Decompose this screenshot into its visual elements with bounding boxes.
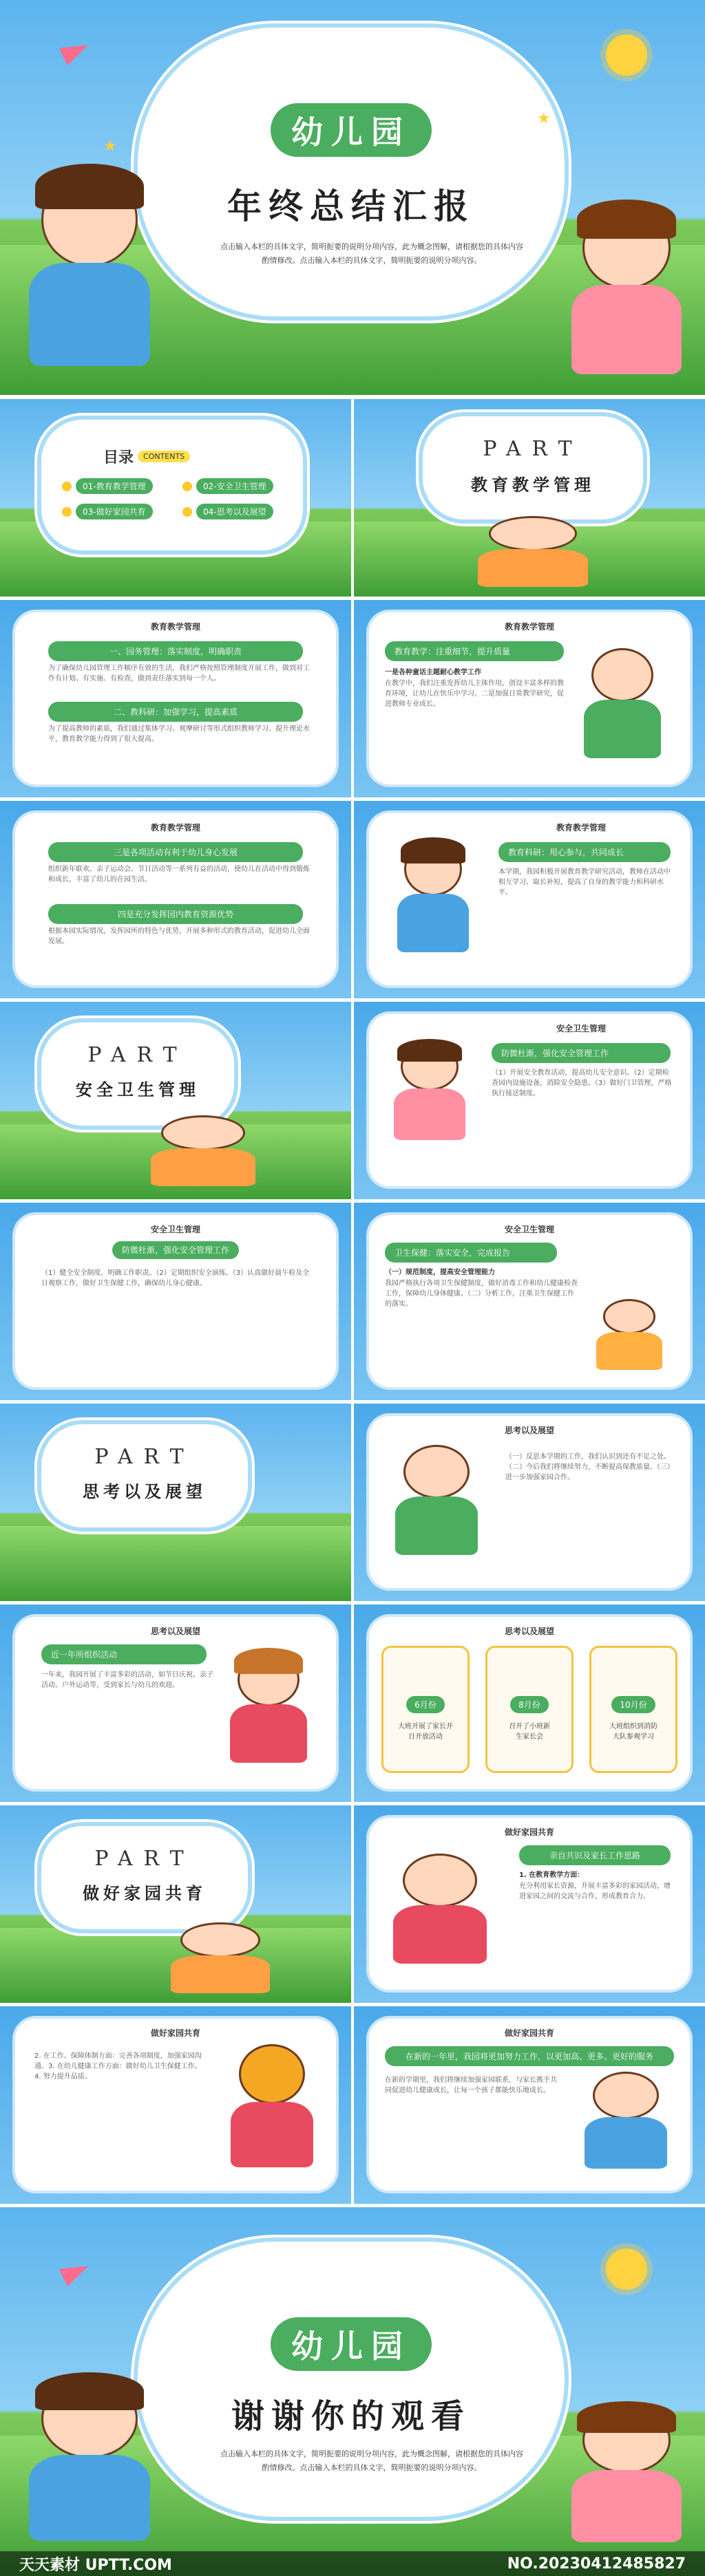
contents-badge: CONTENTS: [138, 451, 190, 462]
sun-dot-icon: [182, 507, 192, 517]
family-illustration: [574, 2072, 677, 2175]
part-cloud: [41, 1022, 234, 1126]
title-cloud: [138, 28, 565, 316]
slide-19: [354, 2006, 705, 2204]
month-line: 大班组织到消防: [609, 1723, 657, 1730]
title-text: 幼儿园: [271, 2317, 432, 2371]
month-card: [485, 1646, 574, 1773]
slide-18: [0, 2006, 351, 2204]
month-line: 召开了小班新: [509, 1723, 550, 1730]
section-bar: 二、教科研：加强学习，提高素质: [48, 702, 303, 722]
content-card: [15, 612, 336, 784]
watermark-left: 天天素材 UPTT.COM: [19, 2556, 172, 2574]
part-title: 教育教学管理: [471, 475, 595, 495]
ending-title: [241, 2317, 461, 2371]
slide-9: [354, 1002, 705, 1199]
kids-group-illustration: [464, 516, 602, 592]
section-text: 为了确保幼儿园管理工作顺序有效的生活，我们严格按照管理制度开展工作，做到对工作有计划、有实施、有检查，做到责任落实到每一个人。: [48, 665, 310, 683]
sun-dot-icon: [62, 482, 72, 491]
part-label: PART: [87, 1043, 188, 1067]
section-bar: 三是各项活动有利于幼儿身心发展: [48, 842, 303, 862]
toc-title-row: [103, 446, 190, 467]
month-card: [589, 1646, 677, 1773]
section-text: 组织新年联欢、亲子运动会、节日活动等一系列有益的活动，使幼儿在活动中得到锻炼和成长，丰富了幼儿的在园生活。: [48, 866, 310, 883]
section-bar: 防微杜渐，强化安全管理工作: [492, 1043, 671, 1063]
section-bar: 教育科研：用心参与，共同成长: [498, 842, 671, 862]
paper-plane-icon: [59, 2257, 92, 2286]
section-sub: 1. 在教育教学方面：: [519, 1871, 585, 1879]
slide-11: [354, 1203, 705, 1400]
section-text: 在教学中，我们注重发挥幼儿主体作用，创设丰富多样的教育环境，让幼儿在快乐中学习。二是加强日常教学研究，促进教师专业成长。: [385, 680, 564, 708]
slide-header: 安全卫生管理: [556, 1024, 606, 1033]
slide-14: [0, 1604, 351, 1802]
title-text: 幼儿园: [271, 103, 432, 157]
slide-10: [0, 1203, 351, 1400]
ending-slide: [0, 2207, 705, 2576]
section-bar: 亲自共识及家长工作思路: [519, 1845, 671, 1865]
part3-slide: [0, 1404, 351, 1601]
part2-slide: [0, 1002, 351, 1199]
section-text: （1）健全安全制度，明确工作职责。（2）定期组织安全演练。（3）认真做好晨午检及全日观察工作，做好卫生保健工作，确保幼儿身心健康。: [41, 1269, 310, 1287]
section-bar: 在新的一年里，我园将更加努力工作，以更加高、更多、更好的服务: [385, 2046, 674, 2066]
section-bar-wrap: [15, 1243, 336, 1256]
boy-football-illustration: [388, 842, 478, 959]
section-bar: 近一年所组织活动: [41, 1644, 207, 1664]
part-cloud: [423, 416, 643, 519]
slide-15: [354, 1604, 705, 1802]
slide-header: 安全卫生管理: [504, 1225, 554, 1234]
section-text: 为了提高教师的素质，我们通过集体学习、观摩研讨等形式组织教师学习、提升理论水平，教育教学能力得到了很大提高。: [48, 725, 310, 743]
sun-dot-icon: [182, 482, 192, 491]
girl-illustration: [558, 206, 695, 385]
girl-illustration: [558, 2407, 695, 2551]
slide-header: 做好家园共育: [504, 1827, 554, 1837]
part-label: PART: [483, 437, 583, 461]
sun-dot-icon: [62, 507, 72, 517]
section-bar: 教育教学：注重细节，提升质量: [385, 641, 564, 661]
slide-header: 做好家园共育: [150, 2028, 200, 2038]
section-bar: 四是充分发挥园内教育资源优势: [48, 904, 303, 924]
kids-illustration: [574, 648, 671, 765]
watermark-right: NO.20230412485827: [507, 2555, 686, 2573]
slide-6: [0, 801, 351, 998]
cover-slide: [0, 0, 705, 395]
girl-reading-illustration: [385, 1043, 474, 1146]
ending-desc-2: 酌情修改。点击输入本栏的具体文字，简明扼要的说明分项内容。: [262, 2463, 482, 2472]
part-cloud: [41, 1826, 248, 1929]
toc-item-4[interactable]: 04-思考以及展望: [182, 504, 296, 519]
kids-group-illustration: [158, 1922, 282, 1998]
month-line: 大班开展了家长开: [398, 1723, 453, 1730]
section-sub: 一是各种童话主题耐心教学工作: [385, 669, 481, 676]
slide-13: [354, 1404, 705, 1601]
section-text: 根据本园实际情况，发挥园所的特色与优势，开展多种形式的教育活动，促进幼儿全面发展。: [48, 927, 310, 945]
month-cards: [381, 1646, 677, 1773]
section-bar: 防微杜渐，强化安全管理工作: [112, 1241, 239, 1259]
lion-kids-illustration: [220, 2044, 324, 2175]
slide-header: 教育教学管理: [150, 823, 200, 833]
slide-5: [354, 600, 705, 797]
content-card: [15, 813, 336, 985]
section-text: 一年来，我园开展了丰富多彩的活动，如节日庆祝、亲子活动、户外运动等，受到家长与幼儿的欢迎。: [41, 1671, 213, 1689]
part4-slide: [0, 1805, 351, 2003]
section-text: 本学期，我园积极开展教育教学研究活动，教师在活动中相互学习、取长补短，提高了自身的教学能力和科研水平。: [498, 868, 671, 897]
month-pill: 10月份: [611, 1696, 655, 1713]
star-icon: ★: [537, 110, 551, 127]
slide-header: 思考以及展望: [504, 1627, 554, 1636]
cover-desc-2: 酌情修改。点击输入本栏的具体文字，简明扼要的说明分项内容。: [262, 256, 482, 265]
cover-desc-1: 点击输入本栏的具体文字，简明扼要的说明分项内容，此为概念图解，请根据您的具体内容: [220, 242, 523, 251]
month-line: 生家长会: [516, 1733, 543, 1741]
boy-illustration: [14, 172, 165, 378]
watermark-bar: [0, 2551, 705, 2576]
slide-4: [0, 600, 351, 797]
sun-icon: [606, 34, 647, 76]
part-label: PART: [94, 1847, 195, 1871]
slide-17: [354, 1805, 705, 2003]
toc-list: [62, 478, 296, 519]
toc-slide: [0, 399, 351, 597]
slide-header: 教育教学管理: [150, 622, 200, 632]
slide-header: 教育教学管理: [504, 622, 554, 632]
ending-subtitle: 谢谢你的观看: [231, 2397, 471, 2436]
slide-header: 思考以及展望: [504, 1426, 554, 1435]
section-text: 在新的学期里，我们将继续加强家园联系，与家长携手共同促进幼儿健康成长，让每一个孩子都能快乐地成长。: [385, 2076, 557, 2094]
slide-header: 安全卫生管理: [150, 1225, 200, 1234]
section-text: 充分利用家长资源，开展丰富多彩的家园活动，增进家园之间的交流与合作，形成教育合力。: [519, 1882, 671, 1900]
slide-header: 教育教学管理: [556, 823, 606, 833]
slide-header: 思考以及展望: [150, 1627, 200, 1636]
part-cloud: [41, 1424, 248, 1527]
section-bar: 卫生保健：落实安全，完成报告: [385, 1243, 557, 1263]
kids-group-illustration: [138, 1115, 269, 1191]
section-text: 我园严格执行各项卫生保健制度，做好消毒工作和幼儿健康检查工作，保障幼儿身体健康。（二）分析工作，注重卫生保健工作的落实。: [385, 1280, 578, 1308]
section-text: 2. 在工作、保障体制方面：完善各项制度，加强家园沟通。3. 在幼儿健康工作方面：做好幼儿卫生保健工作。4. 努力提升品质。: [34, 2052, 202, 2081]
slide-header: 做好家园共育: [504, 2028, 554, 2038]
part1-slide: [354, 399, 705, 597]
kids-playing-illustration: [588, 1299, 671, 1375]
kids-slide-illustration: [381, 1854, 498, 1971]
month-line: 日开放活动: [408, 1733, 443, 1741]
section-sub: （一）规范制度，提高安全管理能力: [385, 1269, 495, 1276]
star-icon: ★: [103, 138, 117, 155]
part-title: 安全卫生管理: [76, 1080, 200, 1099]
month-pill: 8月份: [510, 1696, 549, 1713]
cover-subtitle: 年终总结汇报: [227, 186, 475, 226]
toc-item-1[interactable]: 01-教育教学管理: [62, 478, 176, 494]
section-bar: 一、园务管理：落实制度，明确职责: [48, 641, 303, 661]
month-card: [381, 1646, 470, 1773]
part-title: 思考以及展望: [83, 1482, 207, 1501]
toc-item-3[interactable]: 03-做好家园共育: [62, 504, 176, 519]
ending-desc-1: 点击输入本栏的具体文字，简明扼要的说明分项内容，此为概念图解，请根据您的具体内容: [220, 2449, 523, 2458]
paper-plane-icon: [59, 36, 92, 65]
section-text: （1）开展安全教育活动，提高幼儿安全意识。（2）定期检查园内设施设备，消除安全隐患。（3）做好门卫管理，严格执行接送制度。: [492, 1069, 672, 1097]
boy-illustration: [14, 2379, 165, 2551]
slide-7: [354, 801, 705, 998]
toc-title: 目录: [103, 449, 134, 466]
month-line: 大队参观学习: [613, 1733, 654, 1741]
toc-item-2[interactable]: 02-安全卫生管理: [182, 478, 296, 494]
section-text: （一）反思本学期的工作，我们认识到还有不足之处。（二）今后我们将继续努力，不断提高保教质量。（三）进一步加强家园合作。: [505, 1453, 674, 1481]
sun-icon: [606, 2248, 647, 2290]
part-label: PART: [94, 1445, 195, 1469]
swing-illustration: [385, 1445, 488, 1562]
title-cloud: [138, 2242, 565, 2517]
month-pill: 6月份: [406, 1696, 445, 1713]
cover-title: [241, 103, 461, 157]
girl-desk-illustration: [220, 1653, 317, 1770]
part-title: 做好家园共育: [83, 1884, 207, 1903]
